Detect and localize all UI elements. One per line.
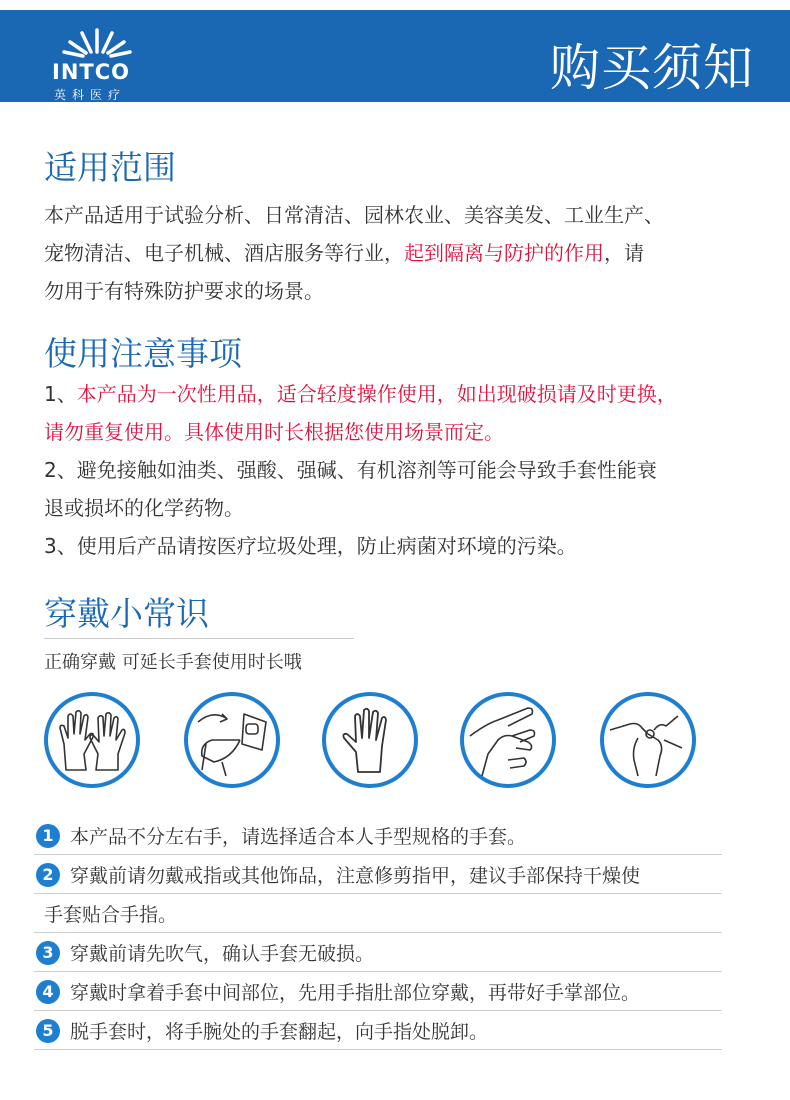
tip-number-badge: 5 [36, 1019, 60, 1043]
note-2-line-1: 2、避免接触如油类、强酸、强碱、有机溶剂等可能会导致手套性能衰 [44, 458, 657, 482]
tip-text: 手套贴合手指。 [44, 904, 178, 926]
tip-item-2-continued [34, 894, 722, 933]
removing-glove-icon [600, 692, 696, 788]
scope-highlight: 起到隔离与防护的作用 [404, 241, 604, 265]
scope-line-2a: 宠物清洁、电子机械、酒店服务等行业， [44, 241, 404, 265]
tip-text: 穿戴前请先吹气，确认手套无破损。 [70, 943, 375, 965]
scope-title: 适用范围 [44, 148, 176, 187]
intco-logo [42, 18, 162, 102]
note-1-red-a: 本产品为一次性用品，适合轻度操作使用，如出现破损请及时更换， [76, 382, 677, 406]
notes-paragraph [44, 375, 734, 565]
open-hand-icon [322, 692, 418, 788]
note-1-prefix: 1、 [44, 382, 77, 406]
scope-line-2b: ，请 [604, 241, 644, 265]
scope-paragraph [44, 196, 734, 310]
tips-subtitle: 正确穿戴 可延长手套使用时长哦 [44, 652, 302, 673]
notes-title: 使用注意事项 [44, 334, 242, 373]
tips-title: 穿戴小常识 [44, 594, 209, 633]
page-title: 购买须知 [550, 39, 754, 97]
tip-text: 本产品不分左右手，请选择适合本人手型规格的手套。 [70, 826, 527, 848]
tip-text: 脱手套时，将手腕处的手套翻起，向手指处脱卸。 [70, 1021, 489, 1043]
tip-item-4 [34, 972, 722, 1011]
note-2-line-2: 退或损坏的化学药物。 [44, 496, 244, 520]
scope-line-3: 勿用于有特殊防护要求的场景。 [44, 279, 324, 303]
tip-number-badge: 3 [36, 941, 60, 965]
note-1-line-1 [44, 375, 734, 413]
note-1-line-2: 请勿重复使用。具体使用时长根据您使用场景而定。 [44, 420, 504, 444]
tip-item-2 [34, 855, 722, 894]
tip-item-3 [34, 933, 722, 972]
header-banner [0, 10, 790, 102]
tip-text: 穿戴前请勿戴戒指或其他饰品，注意修剪指甲，建议手部保持干燥使 [70, 865, 641, 887]
tip-item-5 [34, 1011, 722, 1050]
scope-line-1: 本产品适用于试验分析、日常清洁、园林农业、美容美发、工业生产、 [44, 203, 664, 227]
gloves-pair-icon [44, 692, 140, 788]
pulling-glove-icon [460, 692, 556, 788]
logo-brand: INTCO [52, 60, 130, 84]
tip-number-badge: 1 [36, 824, 60, 848]
logo-subtitle: 英科医疗 [54, 88, 127, 102]
glove-cuff-icon [184, 692, 280, 788]
tip-item-1 [34, 816, 722, 855]
sunburst-icon [42, 18, 152, 62]
tip-number-badge: 2 [36, 863, 60, 887]
note-3: 3、使用后产品请按医疗垃圾处理，防止病菌对环境的污染。 [44, 534, 577, 558]
scope-line-2 [44, 234, 734, 272]
tip-number-badge: 4 [36, 980, 60, 1004]
tip-text: 穿戴时拿着手套中间部位，先用手指肚部位穿戴，再带好手掌部位。 [70, 982, 641, 1004]
tips-divider [44, 638, 354, 639]
